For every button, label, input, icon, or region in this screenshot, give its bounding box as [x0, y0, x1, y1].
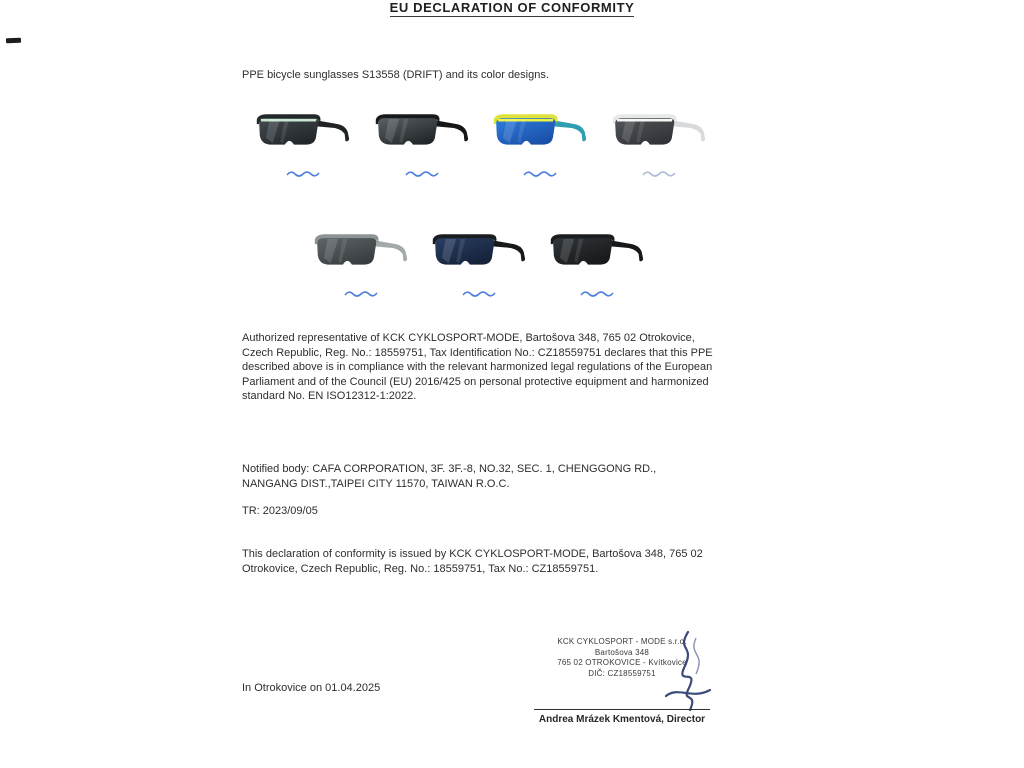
- brand-logo-mark: [286, 168, 320, 178]
- signature-line: [534, 709, 710, 710]
- sunglasses-image: [429, 226, 529, 282]
- sunglasses-image: [372, 106, 472, 162]
- stamp-city: 765 02 OTROKOVICE - Kvítkovice: [557, 658, 687, 667]
- declaration-paragraph: Authorized representative of KCK CYKLOSPORT-MODE, Bartošova 348, 765 02 Otrokovice, Czech Republic, Reg. No.: 18559751, Tax Identification No.: CZ18559751 declares that this PPE described above is in compliance with the relevant harmonized legal regulations of the European Parliament and of the Council (EU) 2016/425 on personal protective equipment and harmonized standard No. EN ISO12312-1:2022.: [242, 332, 713, 402]
- sunglasses-variant-2: [369, 106, 475, 178]
- brand-logo-mark: [523, 168, 557, 178]
- tr-date-line: TR: 2023/09/05: [242, 505, 318, 517]
- brand-logo-mark: [344, 288, 378, 298]
- sunglasses-image: [311, 226, 411, 282]
- sunglasses-image: [609, 106, 709, 162]
- company-stamp: [538, 637, 706, 679]
- document-title: EU DECLARATION OF CONFORMITY: [389, 0, 635, 15]
- brand-logo-mark: [580, 288, 614, 298]
- brand-logo-mark: [462, 288, 496, 298]
- sunglasses-variant-5: [308, 226, 414, 298]
- sunglasses-image: [547, 226, 647, 282]
- notified-body-paragraph: Notified body: CAFA CORPORATION, 3F. 3F.-8, NO.32, SEC. 1, CHENGGONG RD., NANGANG DIST.,TAIPEI CITY 11570, TAIWAN R.O.C.: [242, 463, 657, 490]
- issued-paragraph: This declaration of conformity is issued by KCK CYKLOSPORT-MODE, Bartošova 348, 765 02 Otrokovice, Czech Republic, Reg. No.: 18559751, Tax No.: CZ18559751.: [242, 548, 703, 575]
- stamp-street: Bartošova 348: [594, 647, 650, 657]
- product-description: PPE bicycle sunglasses S13558 (DRIFT) and its color designs.: [242, 69, 549, 81]
- sunglasses-variant-3: [487, 106, 593, 178]
- scan-artifact-mark: [6, 38, 21, 44]
- stamp-company-name: KCK CYKLOSPORT - MODE s.r.o.: [557, 637, 687, 646]
- sunglasses-variant-7: [544, 226, 650, 298]
- sunglasses-variant-4: [606, 106, 712, 178]
- sunglasses-image: [253, 106, 353, 162]
- place-and-date: In Otrokovice on 01.04.2025: [242, 682, 381, 694]
- sunglasses-row-1: [250, 106, 712, 178]
- stamp-tax-id: DIČ: CZ18559751: [588, 668, 656, 678]
- signatory-name: Andrea Mrázek Kmentová, Director: [538, 714, 706, 725]
- brand-logo-mark: [642, 168, 676, 178]
- sunglasses-variant-1: [250, 106, 356, 178]
- sunglasses-variant-6: [426, 226, 532, 298]
- sunglasses-image: [490, 106, 590, 162]
- document-title-wrap: [0, 0, 1024, 17]
- sunglasses-row-2: [308, 226, 650, 298]
- brand-logo-mark: [405, 168, 439, 178]
